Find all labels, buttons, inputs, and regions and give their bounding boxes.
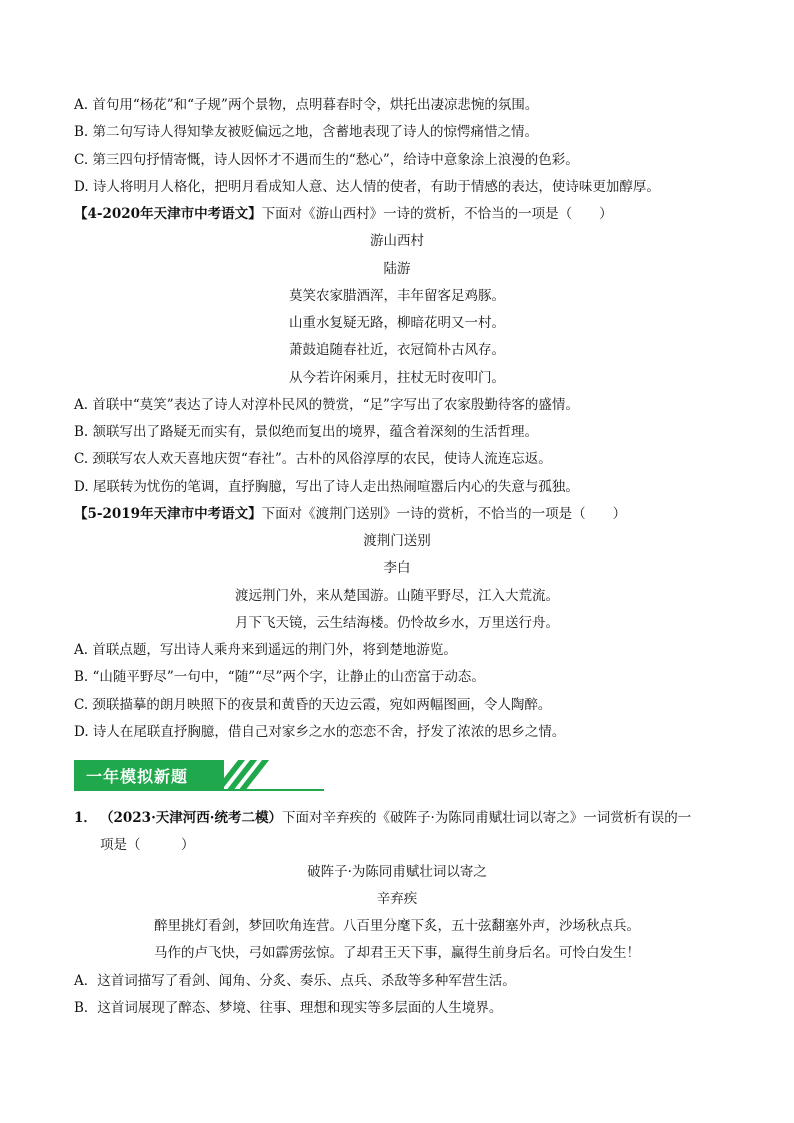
option-d: D. 尾联转为忧伤的笔调，直抒胸臆，写出了诗人走出热闹喧嚣后内心的失意与孤独。 [74, 479, 579, 495]
question-text: 下面对辛弃疾的《破阵子·为陈同甫赋壮词以寄之》一词赏析有误的一 [281, 810, 692, 826]
option-a: A. 首联点题，写出诗人乘舟来到遥远的荆门外，将到楚地游览。 [74, 642, 457, 658]
option-c: C. 颈联描摹的朗月映照下的夜景和黄昏的天边云霞，宛如两幅图画，令人陶醉。 [74, 697, 552, 713]
poem-title: 游山西村 [370, 233, 424, 249]
option-b: B. 第二句写诗人得知挚友被贬偏远之地，含蓄地表现了诗人的惊愕痛惜之情。 [74, 124, 539, 140]
option-d: D. 诗人将明月人格化，把明月看成知人意、达人情的使者，有助于情感的表达，使诗味更加醇厚。 [74, 179, 660, 195]
poem-author: 陆游 [383, 261, 411, 277]
question-4 [74, 205, 613, 223]
poem-line: 马作的卢飞快，弓如霹雳弦惊。了却君王天下事，赢得生前身后名。可怜白发生！ [154, 945, 640, 961]
option-d: D. 诗人在尾联直抒胸臆，借自己对家乡之水的恋恋不舍，抒发了浓浓的思乡之情。 [74, 724, 566, 740]
question-5 [74, 505, 626, 523]
option-b: B. “山随平野尽”一句中，“随”“尽”两个字，让静止的山峦富于动态。 [74, 669, 485, 685]
poem-line: 萧鼓追随春社近，衣冠简朴古风存。 [289, 342, 505, 358]
banner-underline [74, 789, 324, 791]
question-tag: （2023·天津河西·统考二模） [100, 810, 282, 826]
section-title: 一年模拟新题 [86, 767, 189, 786]
question-text-cont: 项是（ ） [100, 837, 195, 853]
question-text: 下面对《游山西村》一诗的赏析，不恰当的一项是（ ） [261, 206, 613, 222]
poem-line: 莫笑农家腊酒浑，丰年留客足鸡豚。 [289, 288, 505, 304]
option-c: C. 颈联写农人欢天喜地庆贺“春社”。古朴的风俗淳厚的农民，使诗人流连忘返。 [74, 451, 552, 467]
question-tag: 【4-2020年天津市中考语文】 [74, 206, 262, 222]
option-b: B. 颔联写出了路疑无而实有，景似绝而复出的境界，蕴含着深刻的生活哲理。 [74, 424, 539, 440]
option-c: C. 第三四句抒情寄慨，诗人因怀才不遇而生的“愁心”，给诗中意象涂上浪漫的色彩。 [74, 152, 579, 168]
question-number: 1． [74, 810, 97, 826]
option-b: B．这首词展现了醉态、梦境、往事、理想和现实等多层面的人生境界。 [74, 1000, 503, 1016]
poem-title: 渡荆门送别 [363, 533, 431, 549]
question-1 [100, 809, 691, 827]
poem-title: 破阵子·为陈同甫赋壮词以寄之 [307, 864, 487, 880]
question-text: 下面对《渡荆门送别》一诗的赏析，不恰当的一项是（ ） [261, 506, 627, 522]
option-a: A. 首句用“杨花”和“子规”两个景物，点明暮春时令，烘托出凄凉悲惋的氛围。 [74, 97, 539, 113]
poem-line: 渡远荆门外，来从楚国游。山随平野尽，江入大荒流。 [235, 588, 559, 604]
poem-author: 李白 [383, 560, 411, 576]
section-banner [74, 760, 324, 793]
option-a: A. 首联中“莫笑”表达了诗人对淳朴民风的赞赏，“足”字写出了农家殷勤待客的盛情。 [74, 397, 579, 413]
poem-line: 月下飞天镜，云生结海楼。仍怜故乡水，万里送行舟。 [235, 615, 559, 631]
poem-line: 醉里挑灯看剑，梦回吹角连营。八百里分麾下炙，五十弦翻塞外声，沙场秋点兵。 [154, 918, 640, 934]
poem-line: 山重水复疑无路，柳暗花明又一村。 [289, 315, 505, 331]
poem-author: 辛弃疾 [376, 891, 418, 907]
poem-line: 从今若许闲乘月，拄杖无时夜叩门。 [289, 370, 505, 386]
option-a: A．这首词描写了看剑、闻角、分炙、奏乐、点兵、杀敌等多种军营生活。 [74, 973, 516, 989]
question-tag: 【5-2019年天津市中考语文】 [74, 506, 262, 522]
